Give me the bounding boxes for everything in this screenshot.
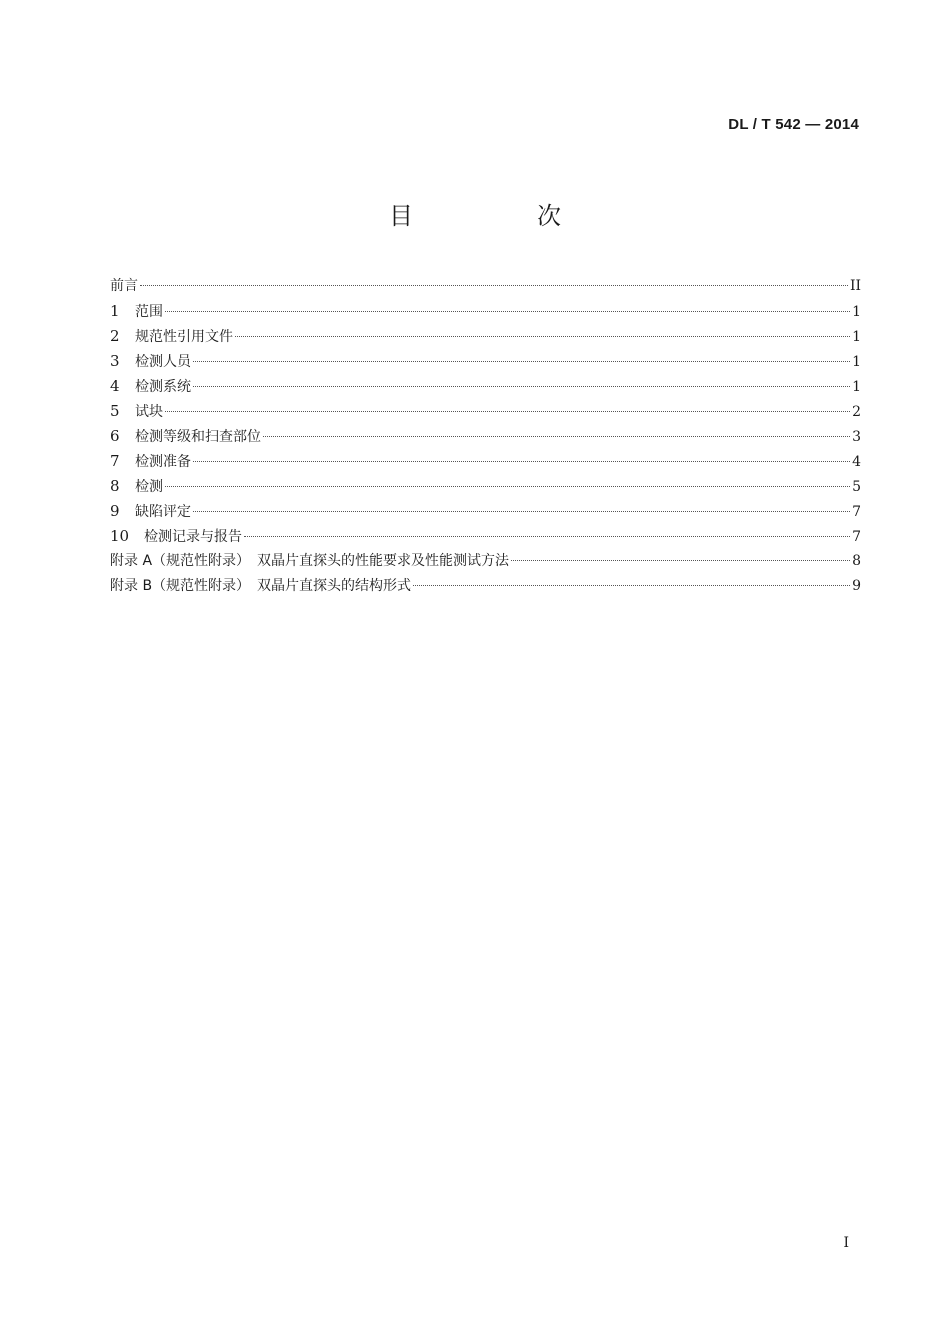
toc-leader-dots xyxy=(165,310,850,312)
toc-entry-label: 范围 xyxy=(135,304,163,320)
toc-entry-4[interactable] xyxy=(110,374,861,399)
toc-leader-dots xyxy=(244,535,850,537)
toc-leader-dots xyxy=(140,284,848,286)
toc-entry-label: 检测系统 xyxy=(135,379,191,395)
toc-entry-page: II xyxy=(849,278,861,294)
toc-entry-number: 9 xyxy=(110,502,120,520)
toc-entry-page: 3 xyxy=(852,429,861,445)
toc-entry-page: 5 xyxy=(852,479,861,495)
toc-entry-page: 8 xyxy=(852,553,861,569)
toc-leader-dots xyxy=(193,360,850,362)
toc-entry-3[interactable] xyxy=(110,349,861,374)
toc-entry-number: 1 xyxy=(110,302,120,320)
toc-entry-page: 9 xyxy=(852,578,861,594)
toc-entry-label: 检测 xyxy=(135,479,163,495)
toc-entry-label: 检测人员 xyxy=(135,354,191,370)
toc-leader-dots xyxy=(165,485,850,487)
toc-entry-2[interactable] xyxy=(110,324,861,349)
toc-entry-label: 附录 A（规范性附录） 双晶片直探头的性能要求及性能测试方法 xyxy=(110,553,510,569)
toc-entry-label: 规范性引用文件 xyxy=(135,329,233,345)
toc-entry-9[interactable] xyxy=(110,499,861,524)
toc-entry-page: 1 xyxy=(852,304,861,320)
toc-entry-label: 试块 xyxy=(135,404,163,420)
toc-entry-number: 4 xyxy=(110,377,120,395)
toc-entry-number: 8 xyxy=(110,477,120,495)
toc-leader-dots xyxy=(511,559,850,561)
toc-entry-page: 4 xyxy=(852,454,861,470)
toc-entry-preface[interactable] xyxy=(110,274,861,299)
toc-entry-7[interactable] xyxy=(110,449,861,474)
toc-entry-label: 附录 B（规范性附录） 双晶片直探头的结构形式 xyxy=(110,578,412,594)
toc-entry-appendix-b[interactable] xyxy=(110,574,861,599)
toc-entry-label: 缺陷评定 xyxy=(135,504,191,520)
toc-leader-dots xyxy=(165,410,850,412)
toc-entry-number: 7 xyxy=(110,452,120,470)
toc-entry-1[interactable] xyxy=(110,299,861,324)
toc-entry-page: 1 xyxy=(852,379,861,395)
toc-entry-label: 检测记录与报告 xyxy=(144,529,242,545)
toc-entry-number: 6 xyxy=(110,427,120,445)
toc-leader-dots xyxy=(263,435,850,437)
toc-entry-appendix-a[interactable] xyxy=(110,549,861,574)
toc-entry-page: 2 xyxy=(852,404,861,420)
toc-entry-number: 3 xyxy=(110,352,120,370)
toc-entry-number: 5 xyxy=(110,402,120,420)
toc-entry-10[interactable] xyxy=(110,524,861,549)
toc-entry-label: 检测等级和扫查部位 xyxy=(135,429,261,445)
standard-code: DL / T 542 — 2014 xyxy=(728,116,859,133)
toc-entry-number: 2 xyxy=(110,327,120,345)
toc-entry-page: 7 xyxy=(852,504,861,520)
page-number: I xyxy=(843,1235,849,1251)
toc-entry-6[interactable] xyxy=(110,424,861,449)
page-title: 目 次 xyxy=(389,202,611,230)
toc-leader-dots xyxy=(193,510,850,512)
toc-leader-dots xyxy=(413,584,850,586)
toc-entry-5[interactable] xyxy=(110,399,861,424)
toc-entry-label: 检测准备 xyxy=(135,454,191,470)
toc-entry-label: 前言 xyxy=(110,278,138,294)
toc-entry-page: 1 xyxy=(852,354,861,370)
toc-leader-dots xyxy=(193,385,850,387)
toc-entry-page: 7 xyxy=(852,529,861,545)
toc-entry-page: 1 xyxy=(852,329,861,345)
toc-leader-dots xyxy=(235,335,850,337)
table-of-contents xyxy=(110,274,861,599)
toc-entry-number: 10 xyxy=(110,527,130,545)
toc-leader-dots xyxy=(193,460,850,462)
toc-entry-8[interactable] xyxy=(110,474,861,499)
